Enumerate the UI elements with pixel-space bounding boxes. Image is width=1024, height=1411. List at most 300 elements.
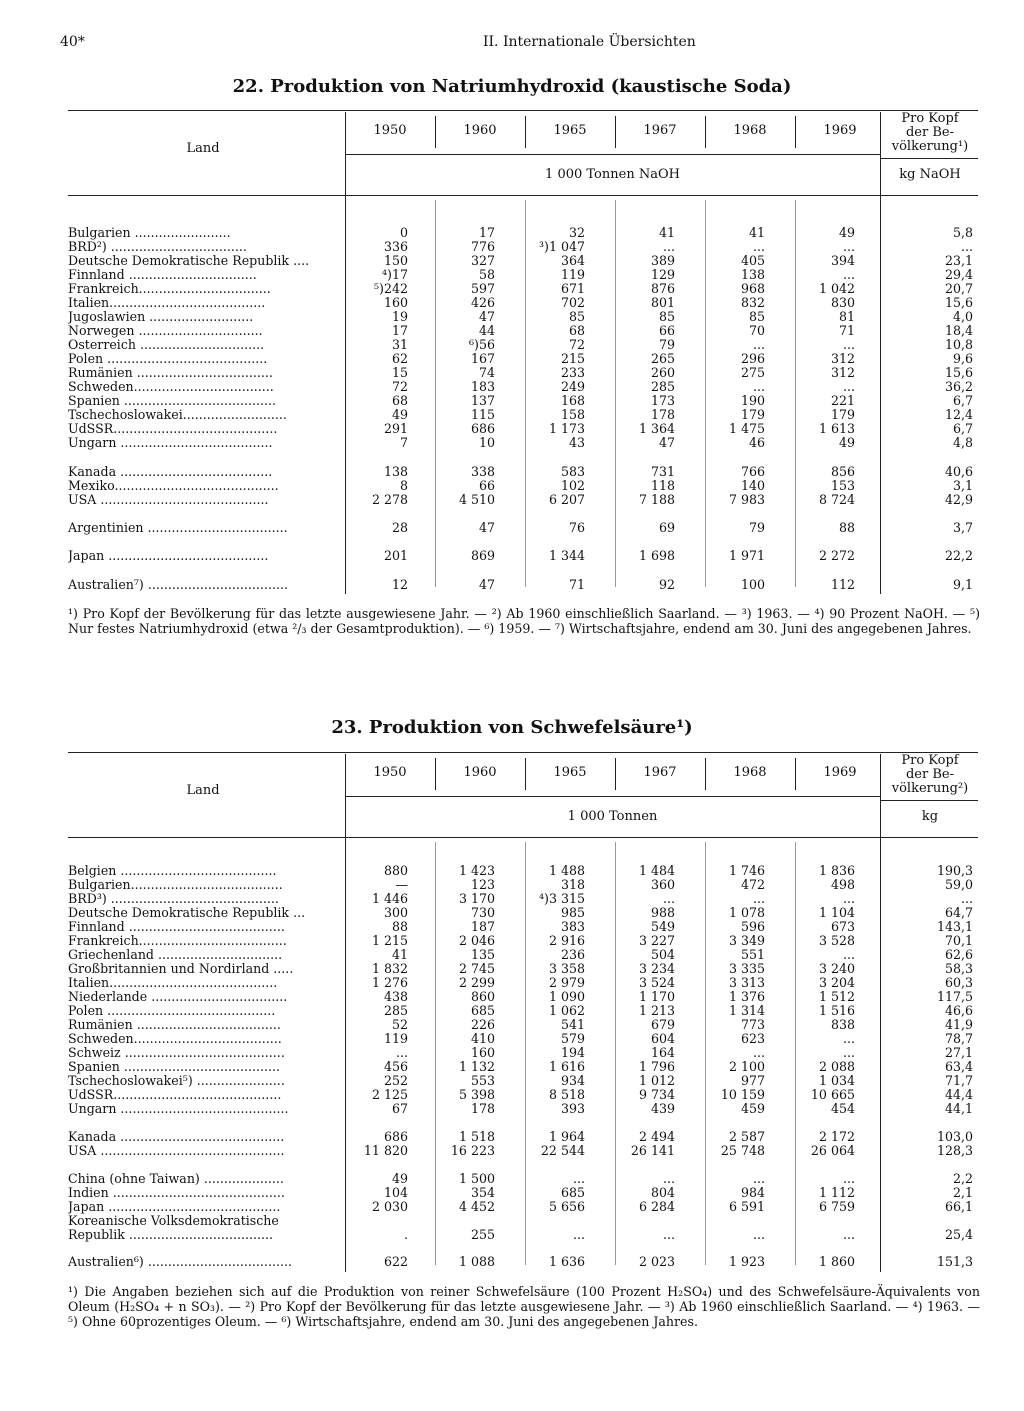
table-cell: 1 170 (638, 989, 675, 1004)
table-cell: 3 227 (638, 933, 675, 948)
table-cell: 31 (391, 337, 408, 352)
row-label: Spanien ....................................... (68, 1060, 281, 1074)
table-cell: 49 (391, 407, 408, 422)
table-cell: 1 636 (548, 1254, 585, 1269)
table-cell: 454 (830, 1101, 855, 1116)
table-row (68, 366, 978, 380)
table-cell: 12 (391, 577, 408, 592)
table-cell: 296 (740, 351, 765, 366)
t22-year-1967: 1967 (643, 123, 677, 138)
table-cell: 1 518 (458, 1129, 495, 1144)
table-cell: 623 (740, 1031, 765, 1046)
table-cell: 1 923 (728, 1254, 765, 1269)
table-cell: 46 (748, 435, 765, 450)
table-cell: 5,8 (952, 225, 973, 240)
table-row (68, 338, 978, 352)
table-cell: 40,6 (944, 464, 973, 479)
table-cell: 164 (650, 1045, 675, 1060)
table-cell: 766 (740, 464, 765, 479)
row-label: Bulgarien...................................... (68, 878, 283, 892)
table-cell: 20,7 (944, 281, 973, 296)
table-cell: 1 314 (728, 1003, 765, 1018)
table-cell: 2 088 (818, 1059, 855, 1074)
table-row (68, 948, 978, 962)
table-row (68, 226, 978, 240)
table-cell: 1 090 (548, 989, 585, 1004)
row-label: Finnland ................................ (68, 268, 257, 282)
table-cell: ... (842, 1227, 855, 1242)
table-cell: 226 (470, 1017, 495, 1032)
table-cell: 117,5 (936, 989, 973, 1004)
table-cell: 102 (560, 478, 585, 493)
table-row (68, 1255, 978, 1269)
table-cell: 88 (838, 520, 855, 535)
table-cell: 1 344 (548, 548, 585, 563)
t23-year-1968: 1968 (733, 765, 767, 780)
table-cell: ... (572, 1227, 585, 1242)
table-cell: 410 (470, 1031, 495, 1046)
t22-unit: 1 000 Tonnen NaOH (545, 167, 680, 182)
table-cell: 583 (560, 464, 585, 479)
table-cell: 1 796 (638, 1059, 675, 1074)
table-cell: 3 234 (638, 961, 675, 976)
table-cell: 776 (470, 239, 495, 254)
table-cell: 551 (740, 947, 765, 962)
table-cell: 7 188 (638, 492, 675, 507)
table-cell: 79 (748, 520, 765, 535)
table-row (68, 240, 978, 254)
table-cell: 685 (470, 1003, 495, 1018)
row-label: Tschechoslowakei⁵) ...................... (68, 1074, 285, 1088)
t22-year-rule (345, 154, 880, 155)
table-row (68, 1060, 978, 1074)
table-cell: 104 (383, 1185, 408, 1200)
table-cell: 2 299 (458, 975, 495, 990)
table-cell: 2,1 (952, 1185, 973, 1200)
table-cell: 236 (560, 947, 585, 962)
table-cell: ... (842, 891, 855, 906)
table-row (68, 1144, 978, 1158)
table-cell: 15,6 (944, 295, 973, 310)
table-row (68, 892, 978, 906)
row-label: Italien.......................................... (68, 976, 278, 990)
table-cell: 438 (383, 989, 408, 1004)
t22-pk-rule (880, 158, 978, 159)
table-cell: 44,4 (944, 1087, 973, 1102)
table-row (68, 1130, 978, 1144)
table-cell: 383 (560, 919, 585, 934)
table-cell: ... (752, 1227, 765, 1242)
table-cell: 3 528 (818, 933, 855, 948)
table-cell: 85 (658, 309, 675, 324)
table-row (68, 493, 978, 507)
table-cell: 4 510 (458, 492, 495, 507)
table-row (68, 1172, 978, 1186)
table-cell: 6 759 (818, 1199, 855, 1214)
table-cell: 4 452 (458, 1199, 495, 1214)
row-label: Australien⁷) ................................... (68, 578, 288, 592)
table-cell: 11 820 (363, 1143, 408, 1158)
t23-per-capita-header: Pro Kopf der Be- völkerung²) (891, 753, 969, 796)
table-cell: 215 (560, 351, 585, 366)
table-cell: 318 (560, 877, 585, 892)
table-cell: 190,3 (936, 863, 973, 878)
table22-footnote: ¹) Pro Kopf der Bevölkerung für das letzte ausgewiesene Jahr. — ²) Ab 1960 einschließlich Saarland. — ³) 1963. — ⁴) 90 Prozent NaOH. — ⁵) Nur festes Natriumhydroxid (etwa ²/₃ der Gesamtproduktion). — ⁶) 1959. — ⁷) Wirtschaftsjahre, endend am 30. Juni des angegebenen Jahres. (68, 606, 980, 636)
row-label: USA .......................................... (68, 493, 269, 507)
table-cell: 17 (391, 323, 408, 338)
table-cell: 2 023 (638, 1254, 675, 1269)
row-label: Rumänien .................................. (68, 366, 273, 380)
table-cell: 81 (838, 309, 855, 324)
table-cell: 29,4 (944, 267, 973, 282)
table-cell: 934 (560, 1073, 585, 1088)
table-cell: 41 (391, 947, 408, 962)
table-row (68, 1102, 978, 1116)
table-cell: ... (842, 337, 855, 352)
table-cell: 26 141 (630, 1143, 675, 1158)
table-cell: 16 223 (450, 1143, 495, 1158)
table-cell: 1 112 (818, 1185, 855, 1200)
table-cell: 9,6 (952, 351, 973, 366)
table-cell: 85 (568, 309, 585, 324)
table-cell: 702 (560, 295, 585, 310)
table-cell: 3 313 (728, 975, 765, 990)
table-cell: 1 971 (728, 548, 765, 563)
table-cell: 579 (560, 1031, 585, 1046)
table-cell: 541 (560, 1017, 585, 1032)
table-row (68, 1186, 978, 1200)
table-cell: 15 (391, 365, 408, 380)
table-cell: 43 (568, 435, 585, 450)
table-cell: 194 (560, 1045, 585, 1060)
table-cell: 67 (391, 1101, 408, 1116)
table-cell: ... (842, 1171, 855, 1186)
table-cell: 19 (391, 309, 408, 324)
row-label: Finnland ....................................... (68, 920, 285, 934)
table-cell: 456 (383, 1059, 408, 1074)
table-cell: 3 349 (728, 933, 765, 948)
table-cell: 49 (838, 225, 855, 240)
table-cell: 1 104 (818, 905, 855, 920)
table-cell: 3 204 (818, 975, 855, 990)
t23-header-rule (68, 837, 978, 838)
table-cell: 498 (830, 877, 855, 892)
table-cell: 1 484 (638, 863, 675, 878)
table-cell: 3 524 (638, 975, 675, 990)
table-cell: 1 613 (818, 421, 855, 436)
table-cell: 3 358 (548, 961, 585, 976)
table-cell: 1 012 (638, 1073, 675, 1088)
table-cell: 405 (740, 253, 765, 268)
table-cell: 71 (838, 323, 855, 338)
row-label: Frankreich..................................... (68, 934, 287, 948)
row-label: Frankreich................................. (68, 282, 271, 296)
table-row (68, 1046, 978, 1060)
table-cell: 26 064 (810, 1143, 855, 1158)
table-cell: 7 (399, 435, 408, 450)
table-cell: 44,1 (944, 1101, 973, 1116)
table-cell: 1 836 (818, 863, 855, 878)
table-cell: 985 (560, 905, 585, 920)
table-cell: 66,1 (944, 1199, 973, 1214)
table-cell: 8 724 (818, 492, 855, 507)
table-cell: 1 698 (638, 548, 675, 563)
table-cell: 7 983 (728, 492, 765, 507)
table-cell: 46,6 (944, 1003, 973, 1018)
row-label: Mexiko......................................... (68, 479, 279, 493)
table-cell: 3 240 (818, 961, 855, 976)
table-cell: 178 (650, 407, 675, 422)
table-row (68, 1088, 978, 1102)
table-cell: 393 (560, 1101, 585, 1116)
table-cell: 70 (748, 323, 765, 338)
table-cell: 4,0 (952, 309, 973, 324)
table-cell: 3 335 (728, 961, 765, 976)
table23-title: 23. Produktion von Schwefelsäure¹) (331, 717, 693, 738)
table-cell: 260 (650, 365, 675, 380)
t23-year-1969: 1969 (823, 765, 857, 780)
table-cell: 977 (740, 1073, 765, 1088)
table-cell: 731 (650, 464, 675, 479)
table-cell: 201 (383, 548, 408, 563)
table-cell: 0 (399, 225, 408, 240)
table-cell: 160 (383, 295, 408, 310)
t23-unit: 1 000 Tonnen (567, 809, 658, 824)
table-cell: 47 (658, 435, 675, 450)
table-cell: 1 516 (818, 1003, 855, 1018)
table-cell: 988 (650, 905, 675, 920)
table-cell: 72 (391, 379, 408, 394)
table-cell: 10 665 (810, 1087, 855, 1102)
table-cell: 78,7 (944, 1031, 973, 1046)
table-row (68, 906, 978, 920)
table-cell: 27,1 (944, 1045, 973, 1060)
table-cell: 233 (560, 365, 585, 380)
table-cell: ... (842, 379, 855, 394)
table-row (68, 962, 978, 976)
row-label: Italien....................................... (68, 296, 266, 310)
table-cell: 70,1 (944, 933, 973, 948)
table-cell: 44 (478, 323, 495, 338)
row-label: Japan ........................................ (68, 549, 269, 563)
row-label: Japan ........................................... (68, 1200, 281, 1214)
t22-year-1950: 1950 (373, 123, 407, 138)
table-row (68, 1032, 978, 1046)
table-cell: 3 170 (458, 891, 495, 906)
table-cell: 138 (383, 464, 408, 479)
table-cell: 1 860 (818, 1254, 855, 1269)
table-cell: 9,1 (952, 577, 973, 592)
t23-land-header: Land (186, 783, 220, 798)
table-cell: 504 (650, 947, 675, 962)
row-label: China (ohne Taiwan) .................... (68, 1172, 284, 1186)
table-cell: 22 544 (540, 1143, 585, 1158)
table-cell: 2 278 (371, 492, 408, 507)
table-cell: 291 (383, 421, 408, 436)
row-label: Tschechoslowakei.......................... (68, 408, 287, 422)
table-cell: 28 (391, 520, 408, 535)
table-cell: 74 (478, 365, 495, 380)
table-cell: ... (662, 891, 675, 906)
table-cell: ⁵)242 (374, 281, 408, 296)
table-cell: 143,1 (936, 919, 973, 934)
t23-per-capita-unit: kg (921, 809, 939, 824)
table-cell: 68 (568, 323, 585, 338)
table-cell: 1 376 (728, 989, 765, 1004)
table-cell: 151,3 (936, 1254, 973, 1269)
table-row (68, 254, 978, 268)
table-cell: 336 (383, 239, 408, 254)
table-cell: 686 (383, 1129, 408, 1144)
table-cell: ⁶)56 (469, 337, 495, 352)
table-row (68, 1074, 978, 1088)
table-cell: 2 100 (728, 1059, 765, 1074)
row-label: Koreanische Volksdemokratische (68, 1214, 279, 1228)
table-cell: 10,8 (944, 337, 973, 352)
table-cell: 49 (391, 1171, 408, 1186)
table-cell: 285 (650, 379, 675, 394)
table-cell: 252 (383, 1073, 408, 1088)
table-cell: 135 (470, 947, 495, 962)
table-cell: ... (752, 379, 765, 394)
table-cell: 549 (650, 919, 675, 934)
table-cell: 389 (650, 253, 675, 268)
page-number: 40* (60, 34, 85, 50)
t22-year-1960: 1960 (463, 123, 497, 138)
table-cell: 6,7 (952, 421, 973, 436)
table-row (68, 268, 978, 282)
table-cell: 22,2 (944, 548, 973, 563)
table-row (68, 479, 978, 493)
table-cell: 8 518 (548, 1087, 585, 1102)
row-label: USA .............................................. (68, 1144, 285, 1158)
table-cell: 1 042 (818, 281, 855, 296)
table-cell: 801 (650, 295, 675, 310)
table-cell: ⁴)17 (382, 267, 408, 282)
table-cell: . (403, 1227, 408, 1242)
table-cell: 138 (740, 267, 765, 282)
table-cell: 1 746 (728, 863, 765, 878)
table-cell: — (395, 877, 408, 892)
table-cell: 860 (470, 989, 495, 1004)
table-cell: 47 (478, 577, 495, 592)
table-cell: 1 446 (371, 891, 408, 906)
row-label: Jugoslawien .......................... (68, 310, 254, 324)
table-cell: 119 (383, 1031, 408, 1046)
table-row (68, 310, 978, 324)
table-cell: 119 (560, 267, 585, 282)
table-cell: 869 (470, 548, 495, 563)
table-cell: ... (662, 239, 675, 254)
table-cell: ... (842, 239, 855, 254)
table-cell: 838 (830, 1017, 855, 1032)
t22-header-rule (68, 195, 978, 196)
table-row (68, 1004, 978, 1018)
table-cell: 103,0 (936, 1129, 973, 1144)
table-cell: 265 (650, 351, 675, 366)
table-cell: 6 591 (728, 1199, 765, 1214)
table-cell: ... (752, 337, 765, 352)
table-cell: 6,7 (952, 393, 973, 408)
table-cell: 5 398 (458, 1087, 495, 1102)
t22-top-rule (68, 110, 978, 111)
table-cell: ... (960, 891, 973, 906)
table-cell: 394 (830, 253, 855, 268)
table-cell: 168 (560, 393, 585, 408)
table-cell: 832 (740, 295, 765, 310)
table-cell: 221 (830, 393, 855, 408)
table-cell: 968 (740, 281, 765, 296)
table-cell: 92 (658, 577, 675, 592)
table-cell: 36,2 (944, 379, 973, 394)
table-cell: 47 (478, 520, 495, 535)
table-cell: 129 (650, 267, 675, 282)
row-label: Polen ........................................ (68, 352, 268, 366)
t22-per-capita-header: Pro Kopf der Be- völkerung¹) (891, 111, 969, 154)
table-cell: 327 (470, 253, 495, 268)
table-cell: 1 132 (458, 1059, 495, 1074)
table-cell: ... (395, 1045, 408, 1060)
table-cell: 115 (470, 407, 495, 422)
table-cell: 3,1 (952, 478, 973, 493)
table-cell: ... (960, 239, 973, 254)
row-label: Polen .......................................... (68, 1004, 276, 1018)
section-title: II. Internationale Übersichten (483, 34, 696, 50)
table22-title: 22. Produktion von Natriumhydroxid (kaustische Soda) (232, 76, 792, 97)
table-cell: 2 916 (548, 933, 585, 948)
table-row (68, 878, 978, 892)
table-cell: 671 (560, 281, 585, 296)
table-cell: 360 (650, 877, 675, 892)
table-cell: 338 (470, 464, 495, 479)
table-cell: 25 748 (720, 1143, 765, 1158)
table-cell: 1 500 (458, 1171, 495, 1186)
table-row (68, 422, 978, 436)
table-cell: 6 207 (548, 492, 585, 507)
table-cell: 2 979 (548, 975, 585, 990)
table-cell: 66 (478, 478, 495, 493)
table-cell: 85 (748, 309, 765, 324)
table-cell: 2 745 (458, 961, 495, 976)
table-cell: 25,4 (944, 1227, 973, 1242)
table-cell: 1 832 (371, 961, 408, 976)
table-cell: 1 423 (458, 863, 495, 878)
table-cell: 856 (830, 464, 855, 479)
t23-year-1960: 1960 (463, 765, 497, 780)
table-cell: 5 656 (548, 1199, 585, 1214)
row-label: Großbritannien und Nordirland ..... (68, 962, 294, 976)
table-row (68, 296, 978, 310)
table-cell: 118 (650, 478, 675, 493)
table-row (68, 1228, 978, 1242)
table-cell: 69 (658, 520, 675, 535)
table-row (68, 990, 978, 1004)
table-row (68, 521, 978, 535)
table-cell: 8 (399, 478, 408, 493)
table-cell: 830 (830, 295, 855, 310)
table-cell: 88 (391, 919, 408, 934)
row-label: UdSSR......................................... (68, 422, 278, 436)
t23-year-1967: 1967 (643, 765, 677, 780)
table23-footnote: ¹) Die Angaben beziehen sich auf die Produktion von reiner Schwefelsäure (100 Prozent H₂SO₄) und des Schwefelsäure-Äquivalents von Oleum (H₂SO₄ + n SO₃). — ²) Pro Kopf der Bevölkerung für das letzte ausgewiesene Jahr. — ³) Ab 1960 einschließlich Saarland. — ⁴) 1963. — ⁵) Ohne 60prozentiges Oleum. — ⁶) Wirtschaftsjahre, endend am 30. Juni des angegebenen Jahres. (68, 1284, 980, 1329)
table-cell: 153 (830, 478, 855, 493)
table-cell: 76 (568, 520, 585, 535)
row-label: Indien ........................................... (68, 1186, 285, 1200)
table-cell: 68 (391, 393, 408, 408)
table-cell: ... (752, 1171, 765, 1186)
table-cell: 1 475 (728, 421, 765, 436)
table-row (68, 578, 978, 592)
